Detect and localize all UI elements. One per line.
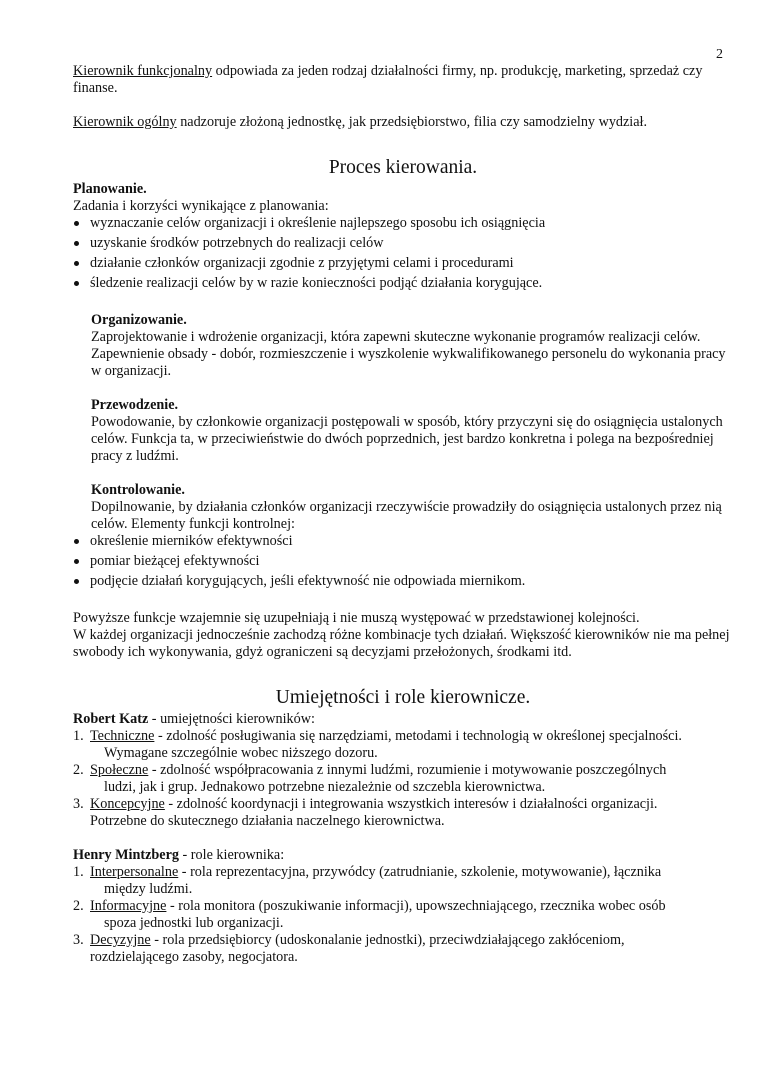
- list-item: [73, 932, 733, 966]
- item-number: 2.: [73, 898, 84, 914]
- mintzberg-list: [73, 864, 733, 966]
- list-item: [73, 762, 733, 796]
- organizowanie-p1: Zaprojektowanie i wdrożenie organizacji, która zapewni skuteczne wykonanie programów realizacji celów.: [91, 329, 701, 345]
- kontrolowanie-list: [73, 533, 733, 590]
- list-item: pomiar bieżącej efektywności: [73, 553, 733, 570]
- item-continuation: ludzi, jak i grup. Jednakowo potrzebne niezależnie od szczebla kierownictwa.: [104, 779, 546, 795]
- item-number: 3.: [73, 932, 84, 948]
- list-item: wyznaczanie celów organizacji i określenie najlepszego sposobu ich osiągnięcia: [73, 215, 733, 232]
- list-item: śledzenie realizacji celów by w razie konieczności podjąć działania korygujące.: [73, 275, 733, 292]
- item-term: Koncepcyjne: [90, 796, 165, 812]
- item-text: - zdolność posługiwania się narzędziami, metodami i technologią w określonej specjalności.: [154, 728, 682, 744]
- heading-kontrolowanie: Kontrolowanie.: [91, 482, 185, 498]
- item-text: - rola reprezentacyjna, przywódcy (zatrudnianie, szkolenie, motywowanie), łącznika: [178, 864, 662, 880]
- item-number: 1.: [73, 864, 84, 880]
- item-continuation: Potrzebne do skutecznego działania naczelnego kierownictwa.: [90, 813, 445, 829]
- item-number: 2.: [73, 762, 84, 778]
- item-term: Techniczne: [90, 728, 155, 744]
- heading-organizowanie: Organizowanie.: [91, 312, 187, 328]
- list-item: [73, 728, 733, 762]
- term-kierownik-ogolny: Kierownik ogólny: [73, 114, 177, 130]
- organizowanie-block: [73, 312, 733, 380]
- item-continuation: spoza jednostki lub organizacji.: [104, 915, 284, 931]
- summary-1: Powyższe funkcje wzajemnie się uzupełniają i nie muszą występować w przedstawionej kolejności.: [73, 610, 640, 626]
- heading-planowanie: Planowanie.: [73, 181, 147, 197]
- katz-list: [73, 728, 733, 830]
- item-text: - rola monitora (poszukiwanie informacji), upowszechniającego, rzecznika wobec osób: [166, 898, 666, 914]
- item-text: - zdolność współpracowania z innymi ludźmi, rozumienie i motywowanie poszczególnych: [148, 762, 667, 778]
- planowanie-list: [73, 215, 733, 292]
- term-kierownik-funkcjonalny: Kierownik funkcjonalny: [73, 63, 213, 79]
- mintzberg-lead-text: - role kierownika:: [178, 847, 285, 863]
- item-term: Społeczne: [90, 762, 149, 778]
- planowanie-lead: Zadania i korzyści wynikające z planowania:: [73, 198, 329, 214]
- intro-text-1: odpowiada za jeden rodzaj działalności firmy, np. produkcję, marketing, sprzedaż czy finanse.: [73, 63, 703, 96]
- list-item: działanie członków organizacji zgodnie z przyjętymi celami i procedurami: [73, 255, 733, 272]
- item-term: Decyzyjne: [90, 932, 151, 948]
- intro-paragraph-1: [73, 63, 733, 97]
- page-content: [73, 63, 733, 966]
- mintzberg-lead: [73, 847, 733, 864]
- item-continuation: między ludźmi.: [104, 881, 193, 897]
- section-title-umiejetnosci: Umiejętności i role kierownicze.: [275, 687, 531, 708]
- list-item: uzyskanie środków potrzebnych do realizacji celów: [73, 235, 733, 252]
- list-item: [73, 864, 733, 898]
- item-term: Informacyjne: [90, 898, 167, 914]
- list-item: podjęcie działań korygujących, jeśli efektywność nie odpowiada miernikom.: [73, 573, 733, 590]
- list-item: określenie mierników efektywności: [73, 533, 733, 550]
- item-number: 3.: [73, 796, 84, 812]
- list-item: [73, 898, 733, 932]
- katz-lead-text: - umiejętności kierowników:: [148, 711, 315, 727]
- item-text: - rola przedsiębiorcy (udoskonalanie jednostki), przeciwdziałającego zakłóceniom,: [150, 932, 625, 948]
- organizowanie-p2: Zapewnienie obsady - dobór, rozmieszczenie i wyszkolenie wykwalifikowanego personelu do wykonania pracy w organizacji.: [91, 346, 726, 379]
- katz-lead: [73, 711, 733, 728]
- item-term: Interpersonalne: [90, 864, 179, 880]
- heading-przewodzenie: Przewodzenie.: [91, 397, 179, 413]
- item-number: 1.: [73, 728, 84, 744]
- summary-2: W każdej organizacji jednocześnie zachodzą różne kombinacje tych działań. Większość kierowników nie ma pełnej swobody ich wykonywania, gdyż ograniczeni są decyzjami przełożonych, środkami itd.: [73, 627, 730, 660]
- intro-paragraph-2: [73, 114, 733, 131]
- kontrolowanie-p1: Dopilnowanie, by działania członków organizacji rzeczywiście prowadziły do osiągnięcia ustalonych przez nią celów. Elementy funkcji kontrolnej:: [91, 499, 722, 532]
- author-robert-katz: Robert Katz: [73, 711, 149, 727]
- item-continuation: rozdzielającego zasoby, negocjatora.: [90, 949, 298, 965]
- intro-text-2: nadzoruje złożoną jednostkę, jak przedsiębiorstwo, filia czy samodzielny wydział.: [176, 114, 648, 130]
- przewodzenie-block: [73, 397, 733, 465]
- author-henry-mintzberg: Henry Mintzberg: [73, 847, 179, 863]
- item-text: - zdolność koordynacji i integrowania wszystkich interesów i działalności organizacji.: [164, 796, 658, 812]
- list-item: [73, 796, 733, 830]
- page-number: 2: [716, 47, 723, 62]
- section-title-proces: Proces kierowania.: [328, 157, 478, 178]
- kontrolowanie-block: [73, 482, 733, 533]
- item-continuation: Wymagane szczególnie wobec niższego dozoru.: [104, 745, 378, 761]
- przewodzenie-p1: Powodowanie, by członkowie organizacji postępowali w sposób, który przyczyni się do osiągnięcia ustalonych celów. Funkcja ta, w przeciwieństwie do dwóch poprzednich, jest bardzo konkretna i polega na bezpośredniej pracy z ludźmi.: [91, 414, 723, 464]
